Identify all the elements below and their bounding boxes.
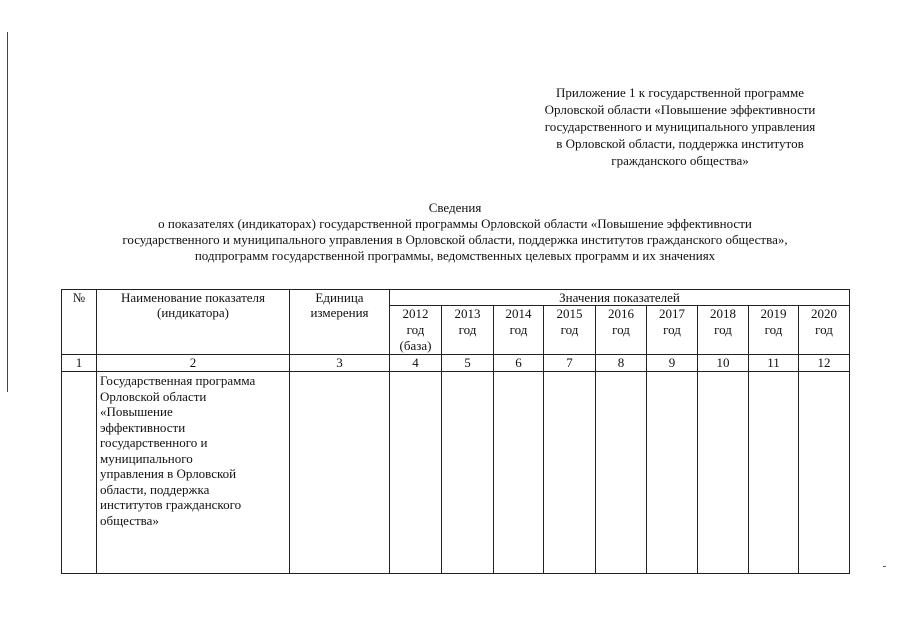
year-year: 2017	[659, 306, 685, 321]
document-heading	[40, 200, 870, 264]
indicator-name-line: управления в Орловской	[100, 466, 237, 481]
year-header-cell	[544, 306, 596, 355]
header-text: Единица	[315, 290, 364, 305]
indicator-name-line: институтов гражданского	[100, 497, 242, 512]
row-number	[62, 372, 97, 574]
indicator-name-line: Государственная программа	[100, 373, 256, 388]
column-number-cell: 9	[647, 355, 698, 372]
year-word: год	[663, 322, 681, 337]
year-note: (база)	[399, 338, 432, 353]
column-number-cell: 1	[62, 355, 97, 372]
appendix-line: Орловской области «Повышение эффективности	[544, 102, 816, 117]
value-cell	[390, 372, 442, 574]
column-number-cell: 10	[698, 355, 749, 372]
header-values: Значения показателей	[390, 290, 850, 306]
year-word: год	[815, 322, 833, 337]
year-header-cell	[698, 306, 749, 355]
column-number-cell: 12	[799, 355, 850, 372]
column-number-cell: 11	[749, 355, 799, 372]
column-number-cell: 5	[442, 355, 494, 372]
header-indicator-name	[97, 290, 290, 355]
column-number-cell: 4	[390, 355, 442, 372]
year-year: 2020	[811, 306, 837, 321]
indicator-name-line: государственного и	[100, 435, 208, 450]
year-word: год	[458, 322, 477, 337]
header-text: (индикатора)	[157, 305, 229, 320]
heading-line: подпрограмм государственной программы, ведомственных целевых программ и их значениях	[194, 248, 716, 263]
value-cell	[494, 372, 544, 574]
column-number-row	[62, 355, 850, 372]
value-cell	[698, 372, 749, 574]
header-text: Наименование показателя	[120, 290, 266, 305]
indicator-name-line: Орловской области	[100, 388, 207, 404]
value-cell	[799, 372, 850, 574]
year-header-cell	[494, 306, 544, 355]
indicator-name-line: эффективности	[100, 419, 186, 435]
appendix-note	[505, 84, 855, 169]
year-year: 2019	[760, 306, 787, 321]
heading-line: государственного и муниципального управления в Орловской области, поддержка институтов гражданского общества»,	[122, 232, 788, 247]
column-number-cell: 7	[544, 355, 596, 372]
year-header-cell	[799, 306, 850, 355]
year-header-cell	[390, 306, 442, 355]
column-number-cell: 3	[290, 355, 390, 372]
indicator-name-cell	[97, 372, 290, 574]
appendix-line: государственного и муниципального управления	[544, 119, 816, 134]
appendix-line: гражданского общества»	[611, 153, 749, 168]
appendix-line: в Орловской области, поддержка институтов	[556, 136, 804, 151]
year-word: год	[560, 322, 579, 337]
year-year: 2015	[556, 306, 583, 321]
column-number-cell: 8	[596, 355, 647, 372]
header-unit	[290, 290, 390, 355]
value-cell	[442, 372, 494, 574]
column-number-cell: 2	[97, 355, 290, 372]
table-header-row	[62, 290, 850, 306]
scan-mark	[883, 566, 886, 567]
indicator-name-line: муниципального	[100, 450, 193, 466]
year-year: 2016	[608, 306, 634, 321]
year-year: 2013	[454, 306, 481, 321]
year-year: 2018	[710, 306, 736, 321]
year-header-cell	[749, 306, 799, 355]
table-row	[62, 372, 850, 574]
indicators-table	[61, 289, 850, 574]
year-word: год	[406, 322, 425, 337]
column-number-cell: 6	[494, 355, 544, 372]
header-number: №	[62, 290, 97, 355]
header-text: измерения	[310, 305, 369, 320]
appendix-line: Приложение 1 к государственной программе	[555, 85, 805, 100]
page-edge-line	[7, 32, 8, 392]
indicator-name-line: общества»	[100, 512, 159, 528]
value-cell	[544, 372, 596, 574]
year-header-cell	[647, 306, 698, 355]
year-year: 2012	[402, 306, 429, 321]
value-cell	[596, 372, 647, 574]
indicator-name-line: «Повышение	[100, 404, 173, 419]
year-year: 2014	[505, 306, 532, 321]
year-header-cell	[596, 306, 647, 355]
year-word: год	[612, 322, 630, 337]
year-word: год	[509, 322, 528, 337]
unit-cell	[290, 372, 390, 574]
year-header-cell	[442, 306, 494, 355]
year-word: год	[714, 322, 732, 337]
heading-title: Сведения	[428, 200, 482, 215]
indicator-name-line: области, поддержка	[100, 481, 210, 497]
value-cell	[749, 372, 799, 574]
year-word: год	[764, 322, 783, 337]
value-cell	[647, 372, 698, 574]
heading-line: о показателях (индикаторах) государственной программы Орловской области «Повышение эффективности	[158, 216, 752, 231]
